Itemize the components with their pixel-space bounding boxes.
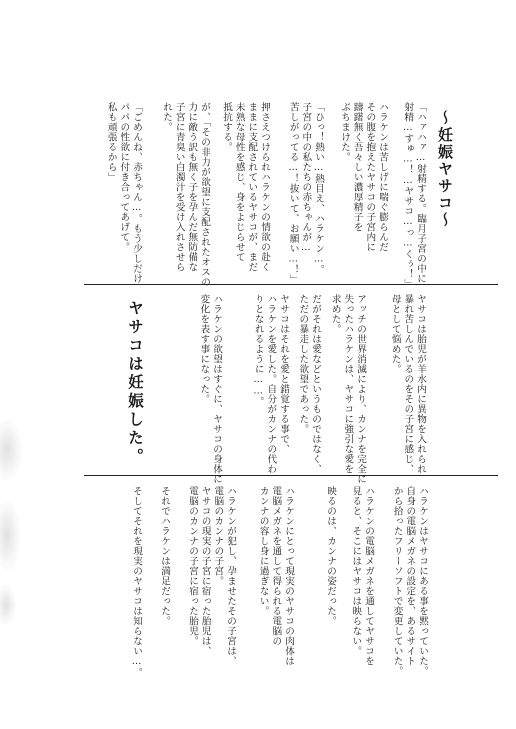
paragraph-bottom-5: ハラケンが犯し、孕ませたその子宮は、 電脳のカンナの子宮。 ヤサコの現実の子宮に宿った胎児は、 電脳のカンナの子宮に宿った胎児。: [187, 486, 236, 666]
paragraph-bottom-4: ハラケンにとって現実のヤサコの肉体は 電脳メガネを通して得られる電脳の カンナの容し身に過ぎない。: [257, 486, 294, 666]
margin-smudge-2: [0, 500, 20, 570]
paragraph-top-2: ハラケンは苦しげに喘ぐ膨らんだ その腹を抱えたヤサコの子宮内に 躊躇無く吾々しい濃厚精子を ぶちまけた。: [339, 102, 388, 252]
section-title-pregnant-yasako: 〜妊娠ヤサコ〜: [436, 110, 454, 229]
paragraph-top-5: が、「その非力が欲望に支配されたオスの 力に敵う訳も無く子を孕んだ無防備な 子宮に青臭い白濁汁を受け入れさせら れた。: [161, 102, 210, 288]
paragraph-bottom-1: ハラケンはヤサコにある事を黙っていた。 自身の電脳メガネの設定を、あるサイト から拾ったフリーソフトで変更していた。: [391, 486, 428, 676]
section-divider-bottom: [84, 475, 498, 476]
paragraph-top-3: 「ひっ！熱い…熱目え、ハラケン…。 子宮の中の私たちの赤ちゃんが… 苦しがってる…！抜いて、お願い…！」: [287, 102, 324, 285]
margin-smudge-3: [0, 585, 16, 625]
margin-smudge-1: [0, 420, 22, 480]
paragraph-mid-1: ヤサコは胎児が羊水内に異物を入れられ 暴れ苦しんでいるのをその子宮に感じ、 母として悩めた。: [389, 294, 426, 474]
paragraph-bottom-2: ハラケンの電脳メガネを通してヤサコを 見ると、そこにはヤサコは映らない。: [350, 486, 374, 666]
paragraph-top-6: 「ごめんね、赤ちゃん…。もう少しだけ パパの性欲に付き合ってあげて。 私も頑張るから」: [105, 102, 142, 284]
paragraph-mid-5: ハラケンの欲望はすぐに、ヤサコの身体に 変化を表す事になった。: [198, 294, 222, 484]
paragraph-mid-4: ヤサコはそれを愛と錯覚する事で、 ハラケンを愛した。自分がカンナの代わ りとなれるように……。: [252, 294, 289, 474]
paragraph-top-4: 押さえつけられハラケンの情欲の赴く ままに支配されているヤサコが、まだ 未熟な母性を感じ、身をよじらせて 抵抗する。: [221, 102, 270, 272]
paragraph-bottom-6: それでハラケンは満足だった。: [159, 486, 170, 626]
section-title-yasako-pregnant: ヤサコは妊娠した。: [126, 300, 145, 467]
paragraph-top-1: 「ハァハァ…射精する。臨月子宮の中に 射精…すゅ…！…ヤサコ…っ…くぅ！」: [402, 102, 426, 289]
section-divider-top: [84, 284, 498, 285]
paragraph-mid-2: アッチの世界消滅により、カンナを完全に 失ったハラケンは、ヤサコに強引な愛を 求めた。: [329, 294, 366, 484]
paragraph-bottom-3: 映るのは、カンナの姿だった。: [325, 486, 336, 626]
paragraph-bottom-7: そしてそれを現実のヤサコは知らない…。: [131, 486, 142, 678]
paragraph-mid-3: だがそれは愛などというものではなく、 ただの暴走した欲望であった。: [297, 294, 321, 474]
